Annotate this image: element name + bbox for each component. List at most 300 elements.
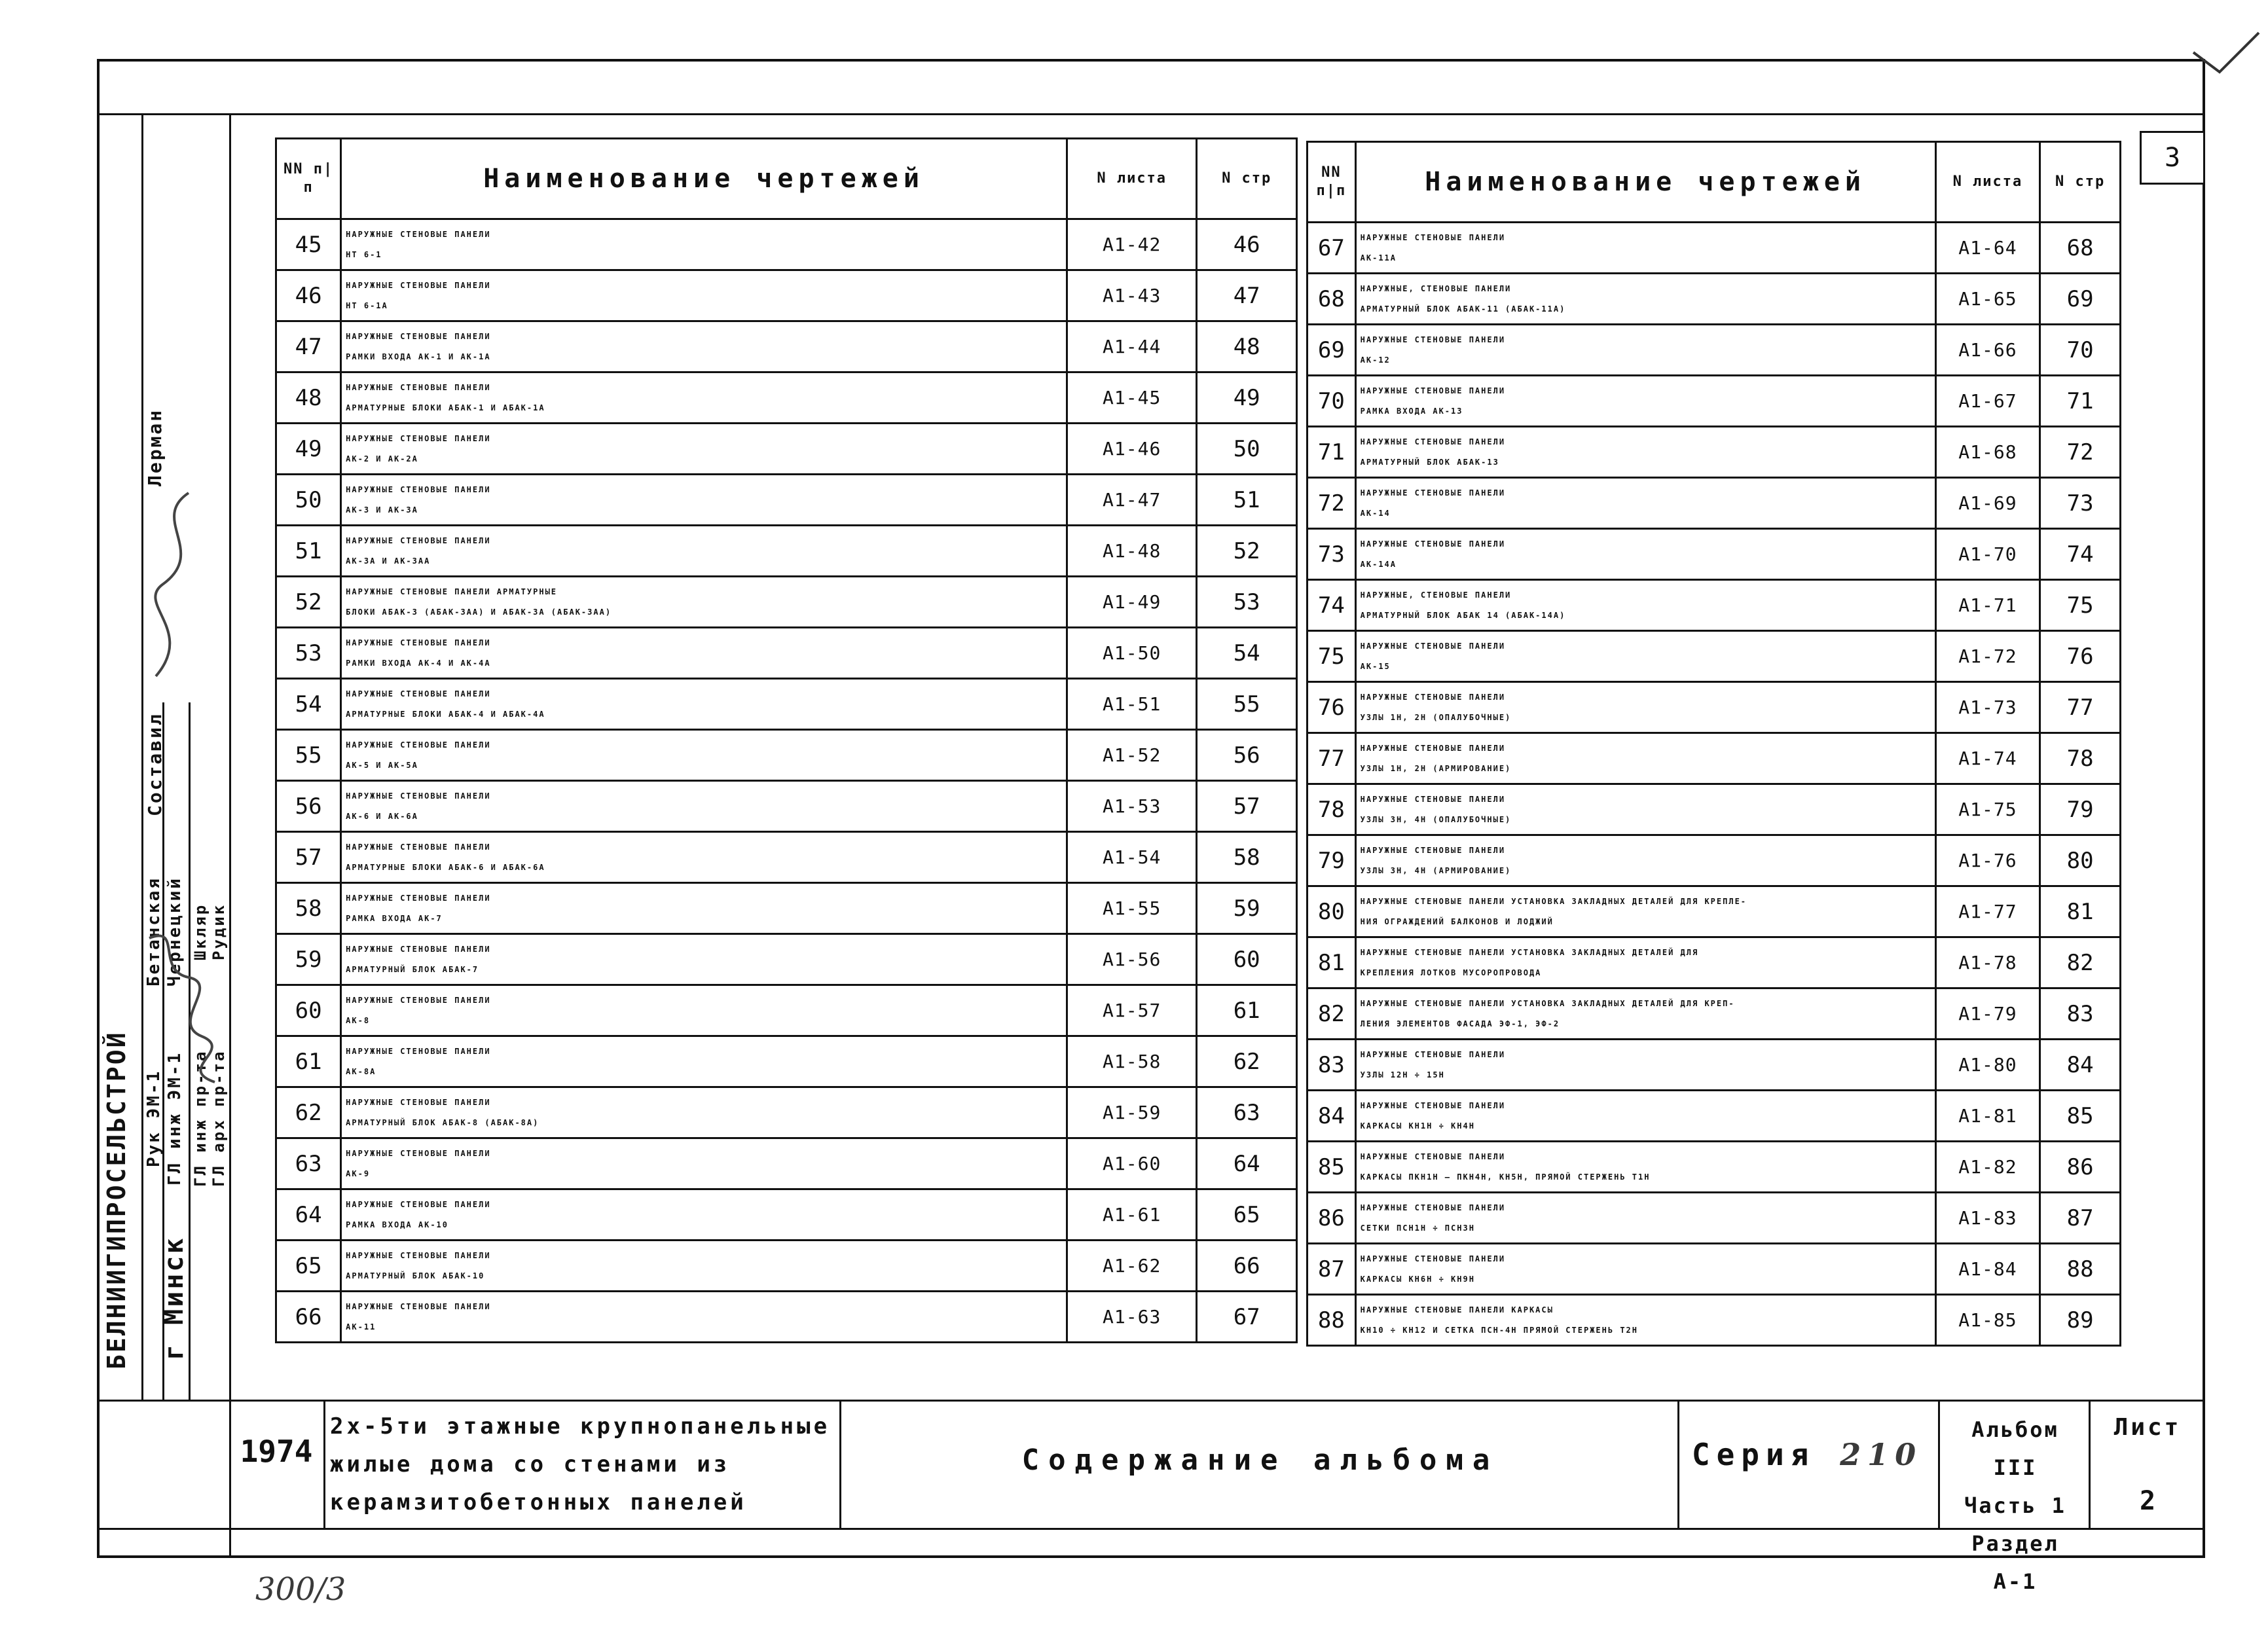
drawing-name bbox=[341, 1036, 1067, 1087]
row-number: 75 bbox=[1308, 631, 1356, 682]
drawing-name-line-2: АК-14 bbox=[1360, 508, 1391, 518]
drawing-name-line-2: РАМКА ВХОДА АК-10 bbox=[346, 1220, 448, 1229]
page-number: 68 bbox=[2040, 223, 2121, 274]
stamp-compiled-name: Лерман bbox=[144, 408, 166, 486]
stamp-surname-3: Шкляр bbox=[191, 903, 210, 960]
title-sheet-number: 2 bbox=[2139, 1486, 2156, 1516]
drawing-name-line-2: РАМКИ ВХОДА АК-4 И АК-4А bbox=[346, 658, 491, 668]
sheet-number: А1-72 bbox=[1935, 631, 2040, 682]
row-number: 82 bbox=[1308, 988, 1356, 1040]
page-number: 85 bbox=[2040, 1091, 2121, 1142]
page-number: 75 bbox=[2040, 580, 2121, 631]
table-row bbox=[1308, 1295, 2121, 1346]
table-row bbox=[276, 1138, 1297, 1189]
page-number: 50 bbox=[1197, 424, 1297, 475]
drawing-name-line-2: УЗЛЫ 3Н, 4Н (АРМИРОВАНИЕ) bbox=[1360, 865, 1512, 875]
drawing-name-line-2: АРМАТУРНЫЙ БЛОК АБАК-7 bbox=[346, 964, 479, 974]
sheet-number: А1-58 bbox=[1067, 1036, 1197, 1087]
drawing-name-line-2: АРМАТУРНЫЕ БЛОКИ АБАК-1 И АБАК-1А bbox=[346, 403, 545, 412]
row-number: 52 bbox=[276, 577, 341, 628]
signature-icon bbox=[110, 480, 228, 689]
row-number: 57 bbox=[276, 832, 341, 883]
drawing-name-line-1: НАРУЖНЫЕ СТЕНОВЫЕ ПАНЕЛИ bbox=[346, 382, 491, 392]
row-number: 71 bbox=[1308, 427, 1356, 478]
drawing-name-line-2: УЗЛЫ 12Н ÷ 15Н bbox=[1360, 1070, 1445, 1079]
drawing-name-line-1: НАРУЖНЫЕ СТЕНОВЫЕ ПАНЕЛИ bbox=[346, 893, 491, 903]
right-table-body bbox=[1308, 223, 2121, 1346]
drawing-name-line-2: РАМКА ВХОДА АК-13 bbox=[1360, 406, 1463, 416]
table-row bbox=[1308, 1244, 2121, 1295]
sheet-number: А1-59 bbox=[1067, 1087, 1197, 1138]
drawing-name-line-2: НИЯ ОГРАЖДЕНИЙ БАЛКОНОВ И ЛОДЖИЙ bbox=[1360, 916, 1554, 926]
table-row bbox=[1308, 1142, 2121, 1193]
title-project bbox=[330, 1407, 837, 1521]
page-number: 60 bbox=[1197, 934, 1297, 985]
drawing-name bbox=[341, 781, 1067, 832]
side-stamp bbox=[97, 113, 229, 1400]
right-contents-table bbox=[1306, 141, 2121, 1347]
table-row bbox=[276, 730, 1297, 781]
drawing-name bbox=[1355, 835, 1935, 886]
row-number: 60 bbox=[276, 985, 341, 1036]
page-number: 61 bbox=[1197, 985, 1297, 1036]
table-row bbox=[276, 679, 1297, 730]
drawing-name-line-2: АРМАТУРНЫЙ БЛОК АБАК-13 bbox=[1360, 457, 1499, 467]
row-number: 70 bbox=[1308, 376, 1356, 427]
series-value: 210 bbox=[1840, 1437, 1923, 1472]
drawing-name-line-1: НАРУЖНЫЕ СТЕНОВЫЕ ПАНЕЛИ bbox=[1360, 232, 1506, 242]
drawing-name bbox=[1355, 529, 1935, 580]
page-number: 46 bbox=[1197, 219, 1297, 270]
row-number: 68 bbox=[1308, 274, 1356, 325]
sheet-number: А1-61 bbox=[1067, 1189, 1197, 1241]
row-number: 79 bbox=[1308, 835, 1356, 886]
stamp-city: г Минск bbox=[159, 1236, 189, 1360]
page-number: 67 bbox=[1197, 1292, 1297, 1343]
right-table-header bbox=[1308, 142, 2121, 223]
drawing-name bbox=[1355, 274, 1935, 325]
drawing-name-line-2: КН10 ÷ КН12 И СЕТКА ПСН-4Н ПРЯМОЙ СТЕРЖЕНЬ Т2Н bbox=[1360, 1325, 1638, 1335]
series-label: Серия bbox=[1691, 1437, 1816, 1472]
sheet-number: А1-43 bbox=[1067, 270, 1197, 321]
stamp-organization: БЕЛНИИГИПРОСЕЛЬСТРОЙ bbox=[102, 1030, 131, 1369]
page-number: 62 bbox=[1197, 1036, 1297, 1087]
sheet-number: А1-81 bbox=[1935, 1091, 2040, 1142]
title-divider-4 bbox=[1938, 1400, 1940, 1528]
drawing-name-line-1: НАРУЖНЫЕ СТЕНОВЫЕ ПАНЕЛИ bbox=[346, 535, 491, 545]
title-divider-2 bbox=[839, 1400, 841, 1528]
drawing-name-line-2: АК-8А bbox=[346, 1066, 376, 1076]
drawing-name bbox=[1355, 478, 1935, 529]
table-row bbox=[276, 1292, 1297, 1343]
drawing-name-line-1: НАРУЖНЫЕ СТЕНОВЫЕ ПАНЕЛИ bbox=[346, 995, 491, 1005]
drawing-name-line-1: НАРУЖНЫЕ СТЕНОВЫЕ ПАНЕЛИ bbox=[346, 689, 491, 698]
page-number: 83 bbox=[2040, 988, 2121, 1040]
page-number: 53 bbox=[1197, 577, 1297, 628]
left-contents-table bbox=[275, 137, 1298, 1343]
table-row bbox=[1308, 376, 2121, 427]
drawing-name-line-1: НАРУЖНЫЕ СТЕНОВЫЕ ПАНЕЛИ КАРКАСЫ bbox=[1360, 1305, 1554, 1314]
table-row bbox=[276, 934, 1297, 985]
sheet-number: А1-48 bbox=[1067, 526, 1197, 577]
drawing-name-line-2: УЗЛЫ 3Н, 4Н (ОПАЛУБОЧНЫЕ) bbox=[1360, 814, 1512, 824]
drawing-name bbox=[1355, 733, 1935, 784]
stamp-role-3: ГЛ инж пр-та bbox=[191, 1049, 210, 1187]
row-number: 56 bbox=[276, 781, 341, 832]
drawing-name-line-1: НАРУЖНЫЕ СТЕНОВЫЕ ПАНЕЛИ bbox=[346, 229, 491, 239]
drawing-name-line-1: НАРУЖНЫЕ СТЕНОВЫЕ ПАНЕЛИ bbox=[346, 1097, 491, 1107]
side-stamp-border bbox=[229, 113, 231, 1558]
title-divider-3 bbox=[1677, 1400, 1679, 1528]
page-number: 54 bbox=[1197, 628, 1297, 679]
row-number: 51 bbox=[276, 526, 341, 577]
drawing-name-line-2: АК-12 bbox=[1360, 355, 1391, 365]
row-number: 69 bbox=[1308, 325, 1356, 376]
table-row bbox=[1308, 223, 2121, 274]
section-label: Раздел А-1 bbox=[1971, 1531, 2059, 1594]
table-row bbox=[276, 372, 1297, 424]
page-number: 57 bbox=[1197, 781, 1297, 832]
drawing-name-line-2: УЗЛЫ 1Н, 2Н (АРМИРОВАНИЕ) bbox=[1360, 763, 1512, 773]
drawing-name bbox=[1355, 376, 1935, 427]
table-row bbox=[1308, 682, 2121, 733]
table-row bbox=[1308, 988, 2121, 1040]
drawing-name bbox=[1355, 784, 1935, 835]
part-label: Часть 1 bbox=[1964, 1493, 2066, 1518]
drawing-name bbox=[341, 1241, 1067, 1292]
header-page: N стр bbox=[2040, 142, 2121, 223]
row-number: 54 bbox=[276, 679, 341, 730]
table-row bbox=[1308, 835, 2121, 886]
drawing-name-line-1: НАРУЖНЫЕ СТЕНОВЫЕ ПАНЕЛИ bbox=[1360, 794, 1506, 804]
sheet-number: А1-63 bbox=[1067, 1292, 1197, 1343]
drawing-name bbox=[341, 321, 1067, 372]
drawing-name-line-2: АК-11А bbox=[1360, 253, 1397, 263]
drawing-name-line-2: КАРКАСЫ КН1Н ÷ КН4Н bbox=[1360, 1121, 1475, 1131]
table-row bbox=[276, 1241, 1297, 1292]
drawing-name bbox=[1355, 427, 1935, 478]
left-table-header bbox=[276, 139, 1297, 219]
drawing-name bbox=[341, 1138, 1067, 1189]
sheet-number: А1-75 bbox=[1935, 784, 2040, 835]
drawing-name-line-2: АК-11 bbox=[346, 1322, 376, 1332]
row-number: 88 bbox=[1308, 1295, 1356, 1346]
header-page: N стр bbox=[1197, 139, 1297, 219]
sheet-number: А1-67 bbox=[1935, 376, 2040, 427]
header-num: NN п|п bbox=[1308, 142, 1356, 223]
drawing-name-line-1: НАРУЖНЫЕ СТЕНОВЫЕ ПАНЕЛИ bbox=[346, 740, 491, 750]
sheet-number: А1-83 bbox=[1935, 1193, 2040, 1244]
page-number: 48 bbox=[1197, 321, 1297, 372]
drawing-name-line-2: АК-9 bbox=[346, 1169, 371, 1178]
table-row bbox=[276, 270, 1297, 321]
sheet-number: А1-68 bbox=[1935, 427, 2040, 478]
row-number: 47 bbox=[276, 321, 341, 372]
drawing-name-line-1: НАРУЖНЫЕ СТЕНОВЫЕ ПАНЕЛИ bbox=[1360, 692, 1506, 702]
drawing-name bbox=[341, 526, 1067, 577]
drawing-name-line-1: НАРУЖНЫЕ СТЕНОВЫЕ ПАНЕЛИ УСТАНОВКА ЗАКЛАДНЫХ ДЕТАЛЕЙ ДЛЯ КРЕПЛЕ- bbox=[1360, 896, 1747, 906]
page-number: 89 bbox=[2040, 1295, 2121, 1346]
table-row bbox=[276, 1189, 1297, 1241]
sheet-number: А1-76 bbox=[1935, 835, 2040, 886]
drawing-name-line-2: АРМАТУРНЫЙ БЛОК АБАК 14 (АБАК-14А) bbox=[1360, 610, 1566, 620]
drawing-name-line-2: АРМАТУРНЫЙ БЛОК АБАК-8 (АБАК-8А) bbox=[346, 1117, 540, 1127]
drawing-name-line-2: АК-14А bbox=[1360, 559, 1397, 569]
row-number: 59 bbox=[276, 934, 341, 985]
stamp-role-4: ГЛ арх пр-та bbox=[210, 1049, 228, 1187]
table-row bbox=[1308, 478, 2121, 529]
drawing-name bbox=[1355, 1244, 1935, 1295]
row-number: 66 bbox=[276, 1292, 341, 1343]
drawing-name-line-1: НАРУЖНЫЕ СТЕНОВЫЕ ПАНЕЛИ УСТАНОВКА ЗАКЛАДНЫХ ДЕТАЛЕЙ ДЛЯ bbox=[1360, 947, 1699, 957]
table-row bbox=[1308, 886, 2121, 937]
drawing-name-line-2: КАРКАСЫ ПКН1Н — ПКН4Н, КН5Н, ПРЯМОЙ СТЕРЖЕНЬ Т1Н bbox=[1360, 1172, 1651, 1182]
drawing-name-line-2: АК-6 И АК-6А bbox=[346, 811, 418, 821]
drawing-name-line-2: АРМАТУРНЫЙ БЛОК АБАК-10 bbox=[346, 1271, 485, 1280]
drawing-name bbox=[1355, 1091, 1935, 1142]
drawing-name bbox=[341, 883, 1067, 934]
drawing-name-line-1: НАРУЖНЫЕ СТЕНОВЫЕ ПАНЕЛИ bbox=[1360, 1203, 1506, 1212]
drawing-name bbox=[341, 424, 1067, 475]
drawing-name bbox=[1355, 682, 1935, 733]
row-number: 84 bbox=[1308, 1091, 1356, 1142]
table-row bbox=[276, 1036, 1297, 1087]
page-number: 71 bbox=[2040, 376, 2121, 427]
row-number: 63 bbox=[276, 1138, 341, 1189]
drawing-name bbox=[341, 475, 1067, 526]
stamp-role-2: ГЛ инж ЭМ-1 bbox=[165, 1051, 185, 1186]
sheet-number: А1-69 bbox=[1935, 478, 2040, 529]
row-number: 67 bbox=[1308, 223, 1356, 274]
drawing-name bbox=[1355, 1142, 1935, 1193]
drawing-name bbox=[341, 832, 1067, 883]
drawing-name-line-1: НАРУЖНЫЕ СТЕНОВЫЕ ПАНЕЛИ bbox=[346, 1199, 491, 1209]
sheet-number: А1-70 bbox=[1935, 529, 2040, 580]
page-number: 74 bbox=[2040, 529, 2121, 580]
drawing-name-line-1: НАРУЖНЫЕ СТЕНОВЫЕ ПАНЕЛИ bbox=[346, 1250, 491, 1260]
title-album-block bbox=[1943, 1411, 2087, 1601]
title-sheet-label: Лист bbox=[2113, 1414, 2182, 1441]
drawing-title: Содержание альбома bbox=[1021, 1443, 1499, 1477]
page-number: 76 bbox=[2040, 631, 2121, 682]
page-number: 59 bbox=[1197, 883, 1297, 934]
drawing-name-line-2: КАРКАСЫ КН6Н ÷ КН9Н bbox=[1360, 1274, 1475, 1284]
row-number: 76 bbox=[1308, 682, 1356, 733]
drawing-name-line-2: НТ 6-1А bbox=[346, 300, 388, 310]
page-number: 87 bbox=[2040, 1193, 2121, 1244]
drawing-name-line-2: РАМКА ВХОДА АК-7 bbox=[346, 913, 443, 923]
drawing-name-line-2: БЛОКИ АБАК-3 (АБАК-3АА) И АБАК-3А (АБАК-3АА) bbox=[346, 607, 612, 617]
sheet-number: А1-64 bbox=[1935, 223, 2040, 274]
table-row bbox=[276, 1087, 1297, 1138]
drawing-name-line-1: НАРУЖНЫЕ СТЕНОВЫЕ ПАНЕЛИ АРМАТУРНЫЕ bbox=[346, 587, 558, 596]
table-row bbox=[1308, 580, 2121, 631]
drawing-name bbox=[1355, 1040, 1935, 1091]
page-number: 84 bbox=[2040, 1040, 2121, 1091]
table-row bbox=[1308, 631, 2121, 682]
row-number: 78 bbox=[1308, 784, 1356, 835]
drawing-name-line-1: НАРУЖНЫЕ, СТЕНОВЫЕ ПАНЕЛИ bbox=[1360, 590, 1512, 600]
row-number: 80 bbox=[1308, 886, 1356, 937]
page-number: 79 bbox=[2040, 784, 2121, 835]
album-label: Альбом III bbox=[1971, 1417, 2059, 1480]
page-number: 72 bbox=[2040, 427, 2121, 478]
drawing-name bbox=[341, 577, 1067, 628]
row-number: 86 bbox=[1308, 1193, 1356, 1244]
table-row bbox=[276, 985, 1297, 1036]
sheet-number: А1-42 bbox=[1067, 219, 1197, 270]
drawing-name-line-1: НАРУЖНЫЕ СТЕНОВЫЕ ПАНЕЛИ bbox=[346, 1148, 491, 1158]
drawing-name-line-2: АК-3 И АК-3А bbox=[346, 505, 418, 515]
drawing-name-line-2: АК-8 bbox=[346, 1015, 371, 1025]
drawing-name bbox=[341, 1292, 1067, 1343]
header-num: NN п|п bbox=[276, 139, 341, 219]
checkmark-icon bbox=[2187, 26, 2265, 79]
page-number: 63 bbox=[1197, 1087, 1297, 1138]
drawing-name-line-1: НАРУЖНЫЕ СТЕНОВЫЕ ПАНЕЛИ bbox=[1360, 845, 1506, 855]
drawing-name-line-1: НАРУЖНЫЕ СТЕНОВЫЕ ПАНЕЛИ bbox=[1360, 437, 1506, 446]
drawing-name-line-1: НАРУЖНЫЕ СТЕНОВЫЕ ПАНЕЛИ bbox=[346, 331, 491, 341]
corner-sheet-box bbox=[2140, 131, 2205, 185]
drawing-name bbox=[1355, 223, 1935, 274]
page-number: 64 bbox=[1197, 1138, 1297, 1189]
header-sheet: N листа bbox=[1067, 139, 1197, 219]
page-number: 77 bbox=[2040, 682, 2121, 733]
sheet-number: А1-73 bbox=[1935, 682, 2040, 733]
drawing-name-line-1: НАРУЖНЫЕ СТЕНОВЫЕ ПАНЕЛИ bbox=[1360, 743, 1506, 753]
header-name: Наименование чертежей bbox=[1355, 142, 1935, 223]
drawing-name bbox=[341, 372, 1067, 424]
drawing-name-line-1: НАРУЖНЫЕ СТЕНОВЫЕ ПАНЕЛИ УСТАНОВКА ЗАКЛАДНЫХ ДЕТАЛЕЙ ДЛЯ КРЕП- bbox=[1360, 998, 1735, 1008]
page-number: 56 bbox=[1197, 730, 1297, 781]
table-row bbox=[1308, 427, 2121, 478]
drawing-name-line-1: НАРУЖНЫЕ СТЕНОВЫЕ ПАНЕЛИ bbox=[346, 842, 491, 852]
table-row bbox=[276, 883, 1297, 934]
sheet-number: А1-80 bbox=[1935, 1040, 2040, 1091]
page-number: 78 bbox=[2040, 733, 2121, 784]
drawing-name bbox=[1355, 325, 1935, 376]
stamp-surname-4: Рудик bbox=[210, 903, 228, 960]
title-series bbox=[1683, 1437, 1931, 1472]
sheet-number: А1-45 bbox=[1067, 372, 1197, 424]
table-row bbox=[276, 219, 1297, 270]
row-number: 72 bbox=[1308, 478, 1356, 529]
row-number: 53 bbox=[276, 628, 341, 679]
drawing-name-line-2: СЕТКИ ПСН1Н ÷ ПСН3Н bbox=[1360, 1223, 1475, 1233]
drawing-name-line-1: НАРУЖНЫЕ СТЕНОВЫЕ ПАНЕЛИ bbox=[346, 944, 491, 954]
sheet-number: А1-62 bbox=[1067, 1241, 1197, 1292]
drawing-name-line-2: АРМАТУРНЫЕ БЛОКИ АБАК-4 И АБАК-4А bbox=[346, 709, 545, 719]
row-number: 58 bbox=[276, 883, 341, 934]
page-number: 82 bbox=[2040, 937, 2121, 988]
drawing-name-line-2: АК-15 bbox=[1360, 661, 1391, 671]
table-row bbox=[1308, 1091, 2121, 1142]
sheet-number: А1-57 bbox=[1067, 985, 1197, 1036]
table-row bbox=[276, 321, 1297, 372]
top-border-line bbox=[97, 113, 2205, 115]
sheet-number: А1-66 bbox=[1935, 325, 2040, 376]
table-row bbox=[1308, 733, 2121, 784]
table-row bbox=[1308, 784, 2121, 835]
row-number: 61 bbox=[276, 1036, 341, 1087]
sheet-number: А1-71 bbox=[1935, 580, 2040, 631]
drawing-name bbox=[341, 1189, 1067, 1241]
table-row bbox=[1308, 937, 2121, 988]
page-number: 65 bbox=[1197, 1189, 1297, 1241]
drawing-name-line-1: НАРУЖНЫЕ СТЕНОВЫЕ ПАНЕЛИ bbox=[1360, 641, 1506, 651]
sheet-number: А1-44 bbox=[1067, 321, 1197, 372]
sheet-number: А1-47 bbox=[1067, 475, 1197, 526]
page-number: 47 bbox=[1197, 270, 1297, 321]
drawing-name-line-1: НАРУЖНЫЕ СТЕНОВЫЕ ПАНЕЛИ bbox=[346, 1301, 491, 1311]
drawing-name bbox=[1355, 886, 1935, 937]
stamp-col-line-1 bbox=[141, 113, 143, 1400]
sheet-number: А1-78 bbox=[1935, 937, 2040, 988]
project-line-1: 2х-5ти этажные крупнопанельные bbox=[330, 1413, 831, 1440]
page-number: 51 bbox=[1197, 475, 1297, 526]
sheet-number: А1-85 bbox=[1935, 1295, 2040, 1346]
drawing-name-line-2: КРЕПЛЕНИЯ ЛОТКОВ МУСОРОПРОВОДА bbox=[1360, 968, 1542, 977]
drawing-name-line-1: НАРУЖНЫЕ СТЕНОВЫЕ ПАНЕЛИ bbox=[1360, 386, 1506, 395]
table-row bbox=[276, 424, 1297, 475]
drawing-name-line-2: ЛЕНИЯ ЭЛЕМЕНТОВ ФАСАДА ЭФ-1, ЭФ-2 bbox=[1360, 1019, 1560, 1028]
drawing-name-line-2: АК-5 И АК-5А bbox=[346, 760, 418, 770]
sheet-number: А1-56 bbox=[1067, 934, 1197, 985]
sheet-number: А1-55 bbox=[1067, 883, 1197, 934]
drawing-name-line-1: НАРУЖНЫЕ СТЕНОВЫЕ ПАНЕЛИ bbox=[1360, 335, 1506, 344]
sheet-number: А1-79 bbox=[1935, 988, 2040, 1040]
page-number: 55 bbox=[1197, 679, 1297, 730]
drawing-name-line-1: НАРУЖНЫЕ СТЕНОВЫЕ ПАНЕЛИ bbox=[346, 638, 491, 647]
sheet-number: А1-50 bbox=[1067, 628, 1197, 679]
drawing-name-line-1: НАРУЖНЫЕ, СТЕНОВЫЕ ПАНЕЛИ bbox=[1360, 283, 1512, 293]
row-number: 46 bbox=[276, 270, 341, 321]
drawing-name bbox=[1355, 580, 1935, 631]
row-number: 73 bbox=[1308, 529, 1356, 580]
drawing-name bbox=[341, 1087, 1067, 1138]
table-row bbox=[1308, 1040, 2121, 1091]
title-divider-5 bbox=[2089, 1400, 2091, 1528]
drawing-name bbox=[1355, 988, 1935, 1040]
bottom-note: 300/3 bbox=[255, 1571, 346, 1608]
row-number: 85 bbox=[1308, 1142, 1356, 1193]
stamp-surname-2: Чернецкий bbox=[165, 877, 185, 987]
page-number: 69 bbox=[2040, 274, 2121, 325]
row-number: 83 bbox=[1308, 1040, 1356, 1091]
stamp-compiled-label: Составил bbox=[144, 712, 166, 817]
drawing-name bbox=[341, 730, 1067, 781]
drawing-name-line-2: РАМКИ ВХОДА АК-1 И АК-1А bbox=[346, 352, 491, 361]
row-number: 87 bbox=[1308, 1244, 1356, 1295]
table-row bbox=[1308, 274, 2121, 325]
drawing-name bbox=[341, 219, 1067, 270]
project-line-2: жилые дома со стенами из bbox=[330, 1451, 731, 1477]
sheet-number: А1-49 bbox=[1067, 577, 1197, 628]
signatures-icon bbox=[143, 918, 228, 1089]
sheet-number: А1-46 bbox=[1067, 424, 1197, 475]
row-number: 45 bbox=[276, 219, 341, 270]
sheet-number: А1-53 bbox=[1067, 781, 1197, 832]
sheet-number: А1-77 bbox=[1935, 886, 2040, 937]
drawing-name bbox=[1355, 631, 1935, 682]
drawing-name bbox=[341, 270, 1067, 321]
drawing-name-line-1: НАРУЖНЫЕ СТЕНОВЫЕ ПАНЕЛИ bbox=[346, 791, 491, 801]
row-number: 64 bbox=[276, 1189, 341, 1241]
page-number: 58 bbox=[1197, 832, 1297, 883]
sheet-number: А1-60 bbox=[1067, 1138, 1197, 1189]
page-number: 80 bbox=[2040, 835, 2121, 886]
drawing-name-line-2: АРМАТУРНЫЙ БЛОК АБАК-11 (АБАК-11А) bbox=[1360, 304, 1566, 314]
